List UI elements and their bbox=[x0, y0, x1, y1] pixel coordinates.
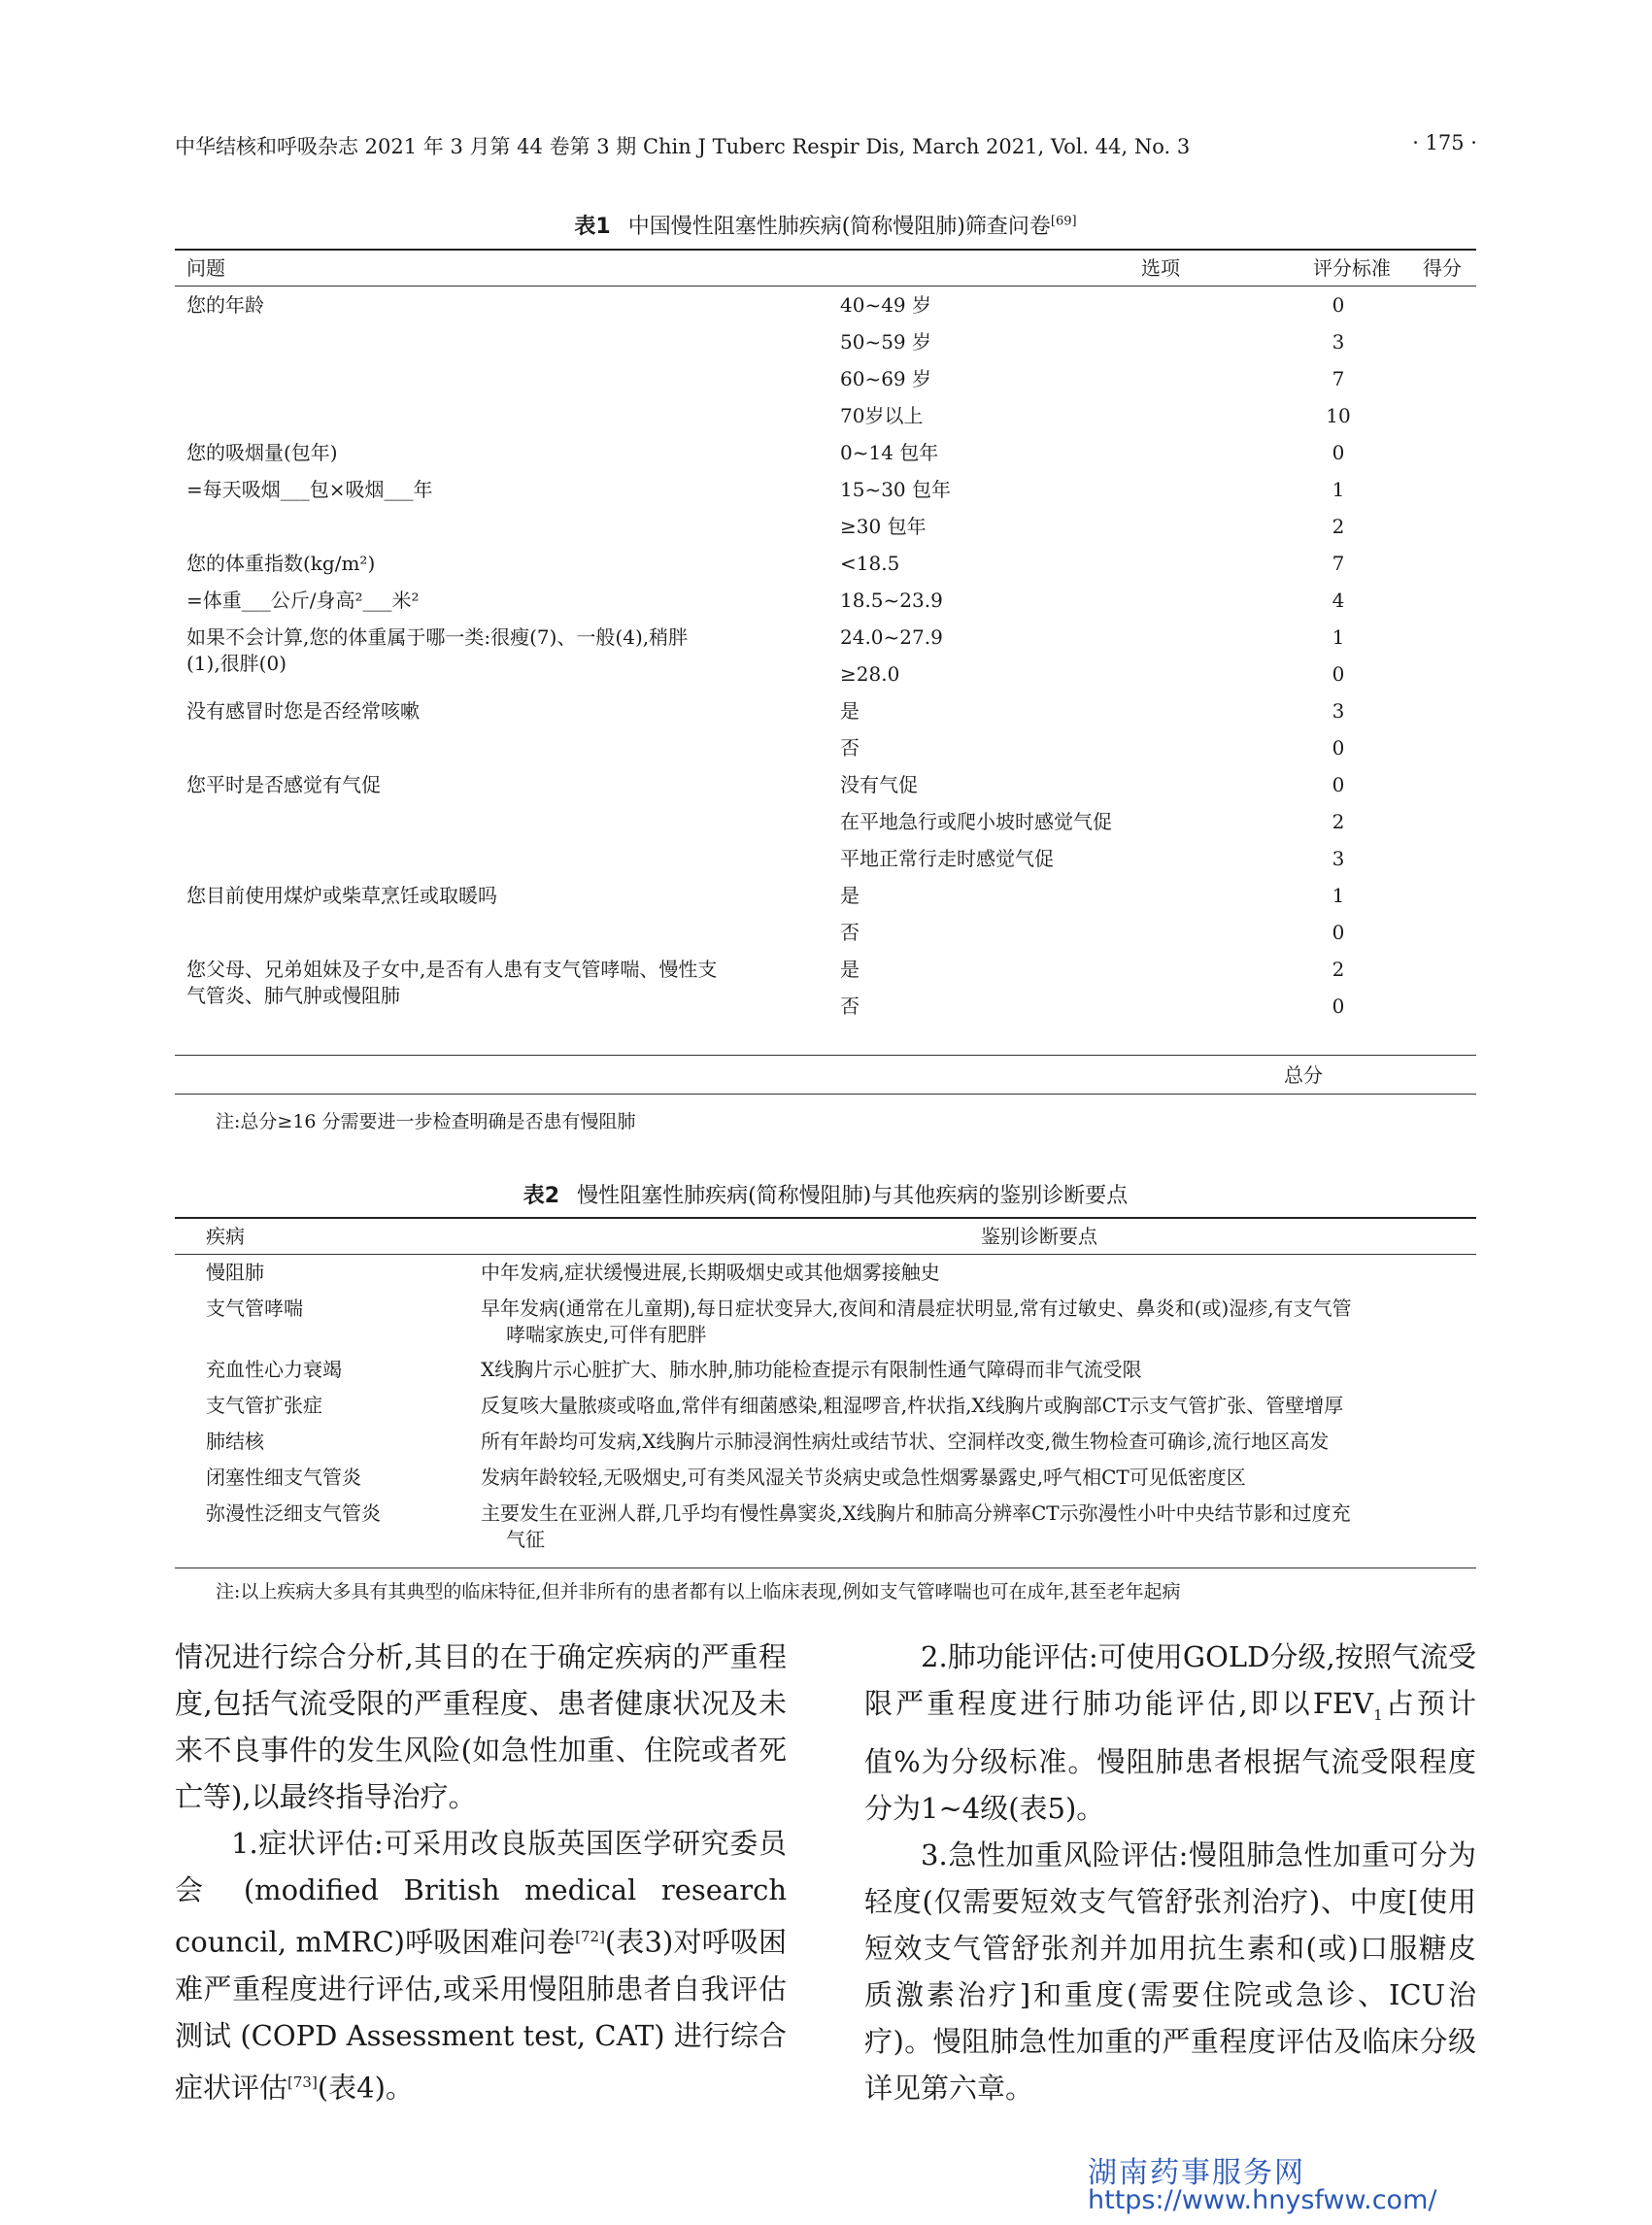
table2-header-row bbox=[175, 1219, 1476, 1254]
table1-option: 50~59 岁 bbox=[840, 330, 932, 354]
body-right-column bbox=[864, 1634, 1476, 2111]
table1-row bbox=[175, 508, 1476, 545]
body-left-column bbox=[175, 1634, 787, 2110]
table1-question: 如果不会计算,您的体重属于哪一类:很瘦(7)、一般(4),稍胖 (1),很胖(0) bbox=[186, 625, 689, 675]
table1-scoring: 3 bbox=[1332, 330, 1345, 354]
body-right-paragraph-2: 3.急性加重风险评估:慢阻肺急性加重可分为轻度(仅需要短效支气管舒张剂治疗)、中度[使用短效支气管舒张剂并加用抗生素和(或)口服糖皮质激素治疗]和重度(需要住院或急诊、ICU治疗)。慢阻肺急性加重的严重程度评估及临床分级详见第六章。 bbox=[864, 1837, 1476, 2105]
table2-header-points: 鉴别诊断要点 bbox=[981, 1225, 1097, 1248]
table1-header-row bbox=[175, 251, 1476, 286]
table2-points bbox=[481, 1255, 1471, 1286]
table1-scoring: 0 bbox=[1332, 736, 1345, 759]
table1-option: 70岁以上 bbox=[840, 404, 924, 427]
table2-points-line-1: 所有年龄均可发病,X线胸片示肺浸润性病灶或结节状、空洞样改变,微生物检查可确诊,流行地区高发 bbox=[481, 1430, 1330, 1453]
table1-option: 15~30 包年 bbox=[840, 478, 952, 501]
table1-caption bbox=[175, 210, 1476, 240]
table2-disease: 肺结核 bbox=[206, 1430, 264, 1453]
table1-scoring: 0 bbox=[1332, 441, 1345, 464]
symptom-assessment-text-3: (表4)。 bbox=[317, 2071, 414, 2105]
table1-row bbox=[175, 988, 1476, 1025]
table1-option: 在平地急行或爬小坡时感觉气促 bbox=[840, 810, 1112, 833]
table2-points bbox=[481, 1424, 1471, 1455]
table1-scoring: 0 bbox=[1332, 773, 1345, 796]
table1-row bbox=[175, 545, 1476, 582]
table1-scoring: 10 bbox=[1326, 404, 1351, 427]
table2-points-line-1: 早年发病(通常在儿童期),每日症状变异大,夜间和清晨症状明显,常有过敏史、鼻炎和(或)湿疹,有支气管 bbox=[481, 1297, 1352, 1320]
table2-points bbox=[481, 1388, 1471, 1419]
table2-row bbox=[175, 1291, 1476, 1352]
table1-option: 否 bbox=[840, 921, 860, 944]
table2-label: 表2 bbox=[523, 1184, 560, 1208]
table1-option: 是 bbox=[840, 699, 860, 723]
table1-option: 否 bbox=[840, 736, 860, 759]
table1-header-options: 选项 bbox=[1141, 256, 1180, 280]
table1-scoring: 0 bbox=[1332, 293, 1345, 317]
table2-row bbox=[175, 1352, 1476, 1388]
body-left-paragraph-2 bbox=[175, 1820, 787, 2110]
table1-note: 注:总分≥16 分需要进一步检查明确是否患有慢阻肺 bbox=[216, 1111, 636, 1132]
table1-option: 否 bbox=[840, 995, 860, 1018]
table2-row bbox=[175, 1255, 1476, 1291]
table1-question: 您平时是否感觉有气促 bbox=[186, 773, 381, 796]
table1-scoring: 2 bbox=[1332, 958, 1345, 981]
table1-question: =每天吸烟___包×吸烟___年 bbox=[186, 478, 433, 501]
table1-header-scoring: 评分标准 bbox=[1313, 256, 1391, 280]
table1-question: =体重___公斤/身高²___米² bbox=[186, 589, 420, 612]
table1-row bbox=[175, 287, 1476, 323]
table1-scoring: 2 bbox=[1332, 810, 1345, 833]
table1-scoring: 1 bbox=[1332, 625, 1345, 649]
table2-row bbox=[175, 1460, 1476, 1496]
table1-row bbox=[175, 323, 1476, 360]
table2-row bbox=[175, 1388, 1476, 1424]
table1-option: 40~49 岁 bbox=[840, 293, 932, 317]
table1-bottom-rule bbox=[175, 1094, 1476, 1095]
ref-72: [72] bbox=[575, 1928, 605, 1945]
table1-scoring: 0 bbox=[1332, 921, 1345, 944]
table1-title: 中国慢性阻塞性肺疾病(简称慢阻肺)筛查问卷 bbox=[627, 215, 1051, 239]
table1-question: 您的年龄 bbox=[186, 293, 264, 317]
table1-total-rule bbox=[175, 1055, 1476, 1056]
table1-option: 0~14 包年 bbox=[840, 441, 939, 464]
table1-row bbox=[175, 914, 1476, 951]
table2-points-line-2: 哮喘家族史,可伴有肥胖 bbox=[506, 1323, 707, 1346]
table1-header-question: 问题 bbox=[186, 256, 225, 280]
table1-scoring: 3 bbox=[1332, 699, 1345, 723]
table1-scoring: 4 bbox=[1332, 589, 1345, 612]
table1-question: 您的体重指数(kg/m²) bbox=[186, 552, 376, 575]
table2-points-line-1: 发病年龄较轻,无吸烟史,可有类风湿关节炎病史或急性烟雾暴露史,呼气相CT可见低密度区 bbox=[481, 1466, 1246, 1489]
ref-73: [73] bbox=[287, 2073, 318, 2091]
table1-row bbox=[175, 951, 1476, 1007]
running-head bbox=[175, 131, 1477, 170]
table1-scoring: 7 bbox=[1332, 552, 1345, 575]
table2-title: 慢性阻塞性肺疾病(简称慢阻肺)与其他疾病的鉴别诊断要点 bbox=[577, 1184, 1129, 1208]
journal-citation: 中华结核和呼吸杂志 2021 年 3 月第 44 卷第 3 期 Chin J Tuberc Respir Dis, March 2021, Vol. 44, No. 3 bbox=[175, 135, 1191, 158]
table1-scoring: 2 bbox=[1332, 515, 1345, 538]
table1-row bbox=[175, 766, 1476, 803]
table1-option: 平地正常行走时感觉气促 bbox=[840, 847, 1054, 870]
watermark-url: https://www.hnysfww.com/ bbox=[1088, 2185, 1437, 2215]
table1-label: 表1 bbox=[574, 215, 611, 239]
table2-points bbox=[481, 1291, 1471, 1348]
table1-scoring: 1 bbox=[1332, 884, 1345, 907]
table1-option: ≥28.0 bbox=[840, 662, 900, 686]
table2-disease: 弥漫性泛细支气管炎 bbox=[206, 1501, 381, 1525]
page-number: · 175 · bbox=[1412, 131, 1477, 154]
table2-disease: 闭塞性细支气管炎 bbox=[206, 1466, 361, 1489]
watermark-name: 湖南药事服务网 bbox=[1088, 2156, 1305, 2190]
table1-ref: [69] bbox=[1050, 214, 1077, 229]
table1-scoring: 3 bbox=[1332, 847, 1345, 870]
table1-row bbox=[175, 692, 1476, 729]
table1-row bbox=[175, 840, 1476, 877]
table1-header-score: 得分 bbox=[1423, 256, 1462, 280]
table1-scoring: 0 bbox=[1332, 995, 1345, 1018]
table2-row bbox=[175, 1424, 1476, 1460]
table1-question: 没有感冒时您是否经常咳嗽 bbox=[186, 699, 420, 723]
table2-points-line-1: 主要发生在亚洲人群,几乎均有慢性鼻窦炎,X线胸片和肺高分辨率CT示弥漫性小叶中央结节影和过度充 bbox=[481, 1501, 1351, 1525]
table2-note: 注:以上疾病大多具有其典型的临床特征,但并非所有的患者都有以上临床表现,例如支气管哮喘也可在成年,甚至老年起病 bbox=[216, 1581, 1181, 1602]
table2-disease: 慢阻肺 bbox=[206, 1261, 264, 1284]
table2-header-disease: 疾病 bbox=[206, 1225, 245, 1248]
table1-row bbox=[175, 360, 1476, 397]
symptom-assessment-text-1: 1.症状评估:可采用改良版英国医学研究委员会 (modified British medical research council, mMRC)呼吸困难问卷 bbox=[175, 1827, 787, 1959]
table2-caption bbox=[175, 1179, 1476, 1209]
table1-option: 是 bbox=[840, 958, 860, 981]
table1-option: 18.5~23.9 bbox=[840, 589, 943, 612]
body-right-paragraph-1 bbox=[864, 1634, 1476, 1832]
table2-disease: 支气管哮喘 bbox=[206, 1297, 303, 1320]
table1-row bbox=[175, 656, 1476, 692]
table2-disease: 充血性心力衰竭 bbox=[206, 1358, 342, 1381]
table1-scoring: 0 bbox=[1332, 662, 1345, 686]
table1-option: 没有气促 bbox=[840, 773, 918, 796]
table1-option: <18.5 bbox=[840, 552, 900, 575]
table1-total-label: 总分 bbox=[1284, 1063, 1323, 1087]
table2-points bbox=[481, 1496, 1471, 1553]
table2-points-line-1: 中年发病,症状缓慢进展,长期吸烟史或其他烟雾接触史 bbox=[481, 1261, 940, 1284]
table1-row bbox=[175, 877, 1476, 914]
table1-row bbox=[175, 803, 1476, 840]
table1-option: ≥30 包年 bbox=[840, 515, 927, 538]
table1-row bbox=[175, 582, 1476, 619]
table1-option: 60~69 岁 bbox=[840, 367, 932, 390]
table2-points-line-1: 反复咳大量脓痰或咯血,常伴有细菌感染,粗湿啰音,杵状指,X线胸片或胸部CT示支气管扩张、管壁增厚 bbox=[481, 1394, 1344, 1417]
table1-row bbox=[175, 397, 1476, 434]
table2-points-line-1: X线胸片示心脏扩大、肺水肿,肺功能检查提示有限制性通气障碍而非气流受限 bbox=[481, 1358, 1142, 1381]
table1-scoring: 7 bbox=[1332, 367, 1345, 390]
fev-subscript: 1 bbox=[1373, 1705, 1383, 1724]
table1-row bbox=[175, 729, 1476, 766]
table1-scoring: 1 bbox=[1332, 478, 1345, 501]
body-left-paragraph-1: 情况进行综合分析,其目的在于确定疾病的严重程度,包括气流受限的严重程度、患者健康状况及未来不良事件的发生风险(如急性加重、住院或者死亡等),以最终指导治疗。 bbox=[175, 1640, 787, 1813]
symptom-assessment-text-2: (表3)对呼吸困难严重程度进行评估,或采用慢阻肺患者自我评估测试 (COPD Assessment test, CAT) 进行综合症状评估 bbox=[175, 1925, 787, 2105]
table2-points bbox=[481, 1460, 1471, 1491]
table2-row bbox=[175, 1496, 1476, 1557]
table1-question: 您的吸烟量(包年) bbox=[186, 441, 338, 464]
table2-points bbox=[481, 1352, 1471, 1383]
lung-function-text-2: 占预计值%为分级标准。慢阻肺患者根据气流受限程度分为1~4级(表5)。 bbox=[864, 1687, 1476, 1825]
table1-row bbox=[175, 471, 1476, 508]
table1-row bbox=[175, 434, 1476, 471]
table2-body bbox=[175, 1255, 1476, 1566]
lung-function-text-1: 2.肺功能评估:可使用GOLD分级,按照气流受限严重程度进行肺功能评估,即以FEV bbox=[864, 1640, 1476, 1720]
table1-question: 您父母、兄弟姐妹及子女中,是否有人患有支气管哮喘、慢性支 气管炎、肺气肿或慢阻肺 bbox=[186, 958, 718, 1007]
table1-option: 24.0~27.9 bbox=[840, 625, 943, 649]
table1-body bbox=[175, 287, 1476, 1044]
table2-points-line-2: 气征 bbox=[506, 1528, 545, 1551]
table1-option: 是 bbox=[840, 884, 860, 907]
table1-question: 您目前使用煤炉或柴草烹饪或取暖吗 bbox=[186, 884, 497, 907]
table2-disease: 支气管扩张症 bbox=[206, 1394, 322, 1417]
